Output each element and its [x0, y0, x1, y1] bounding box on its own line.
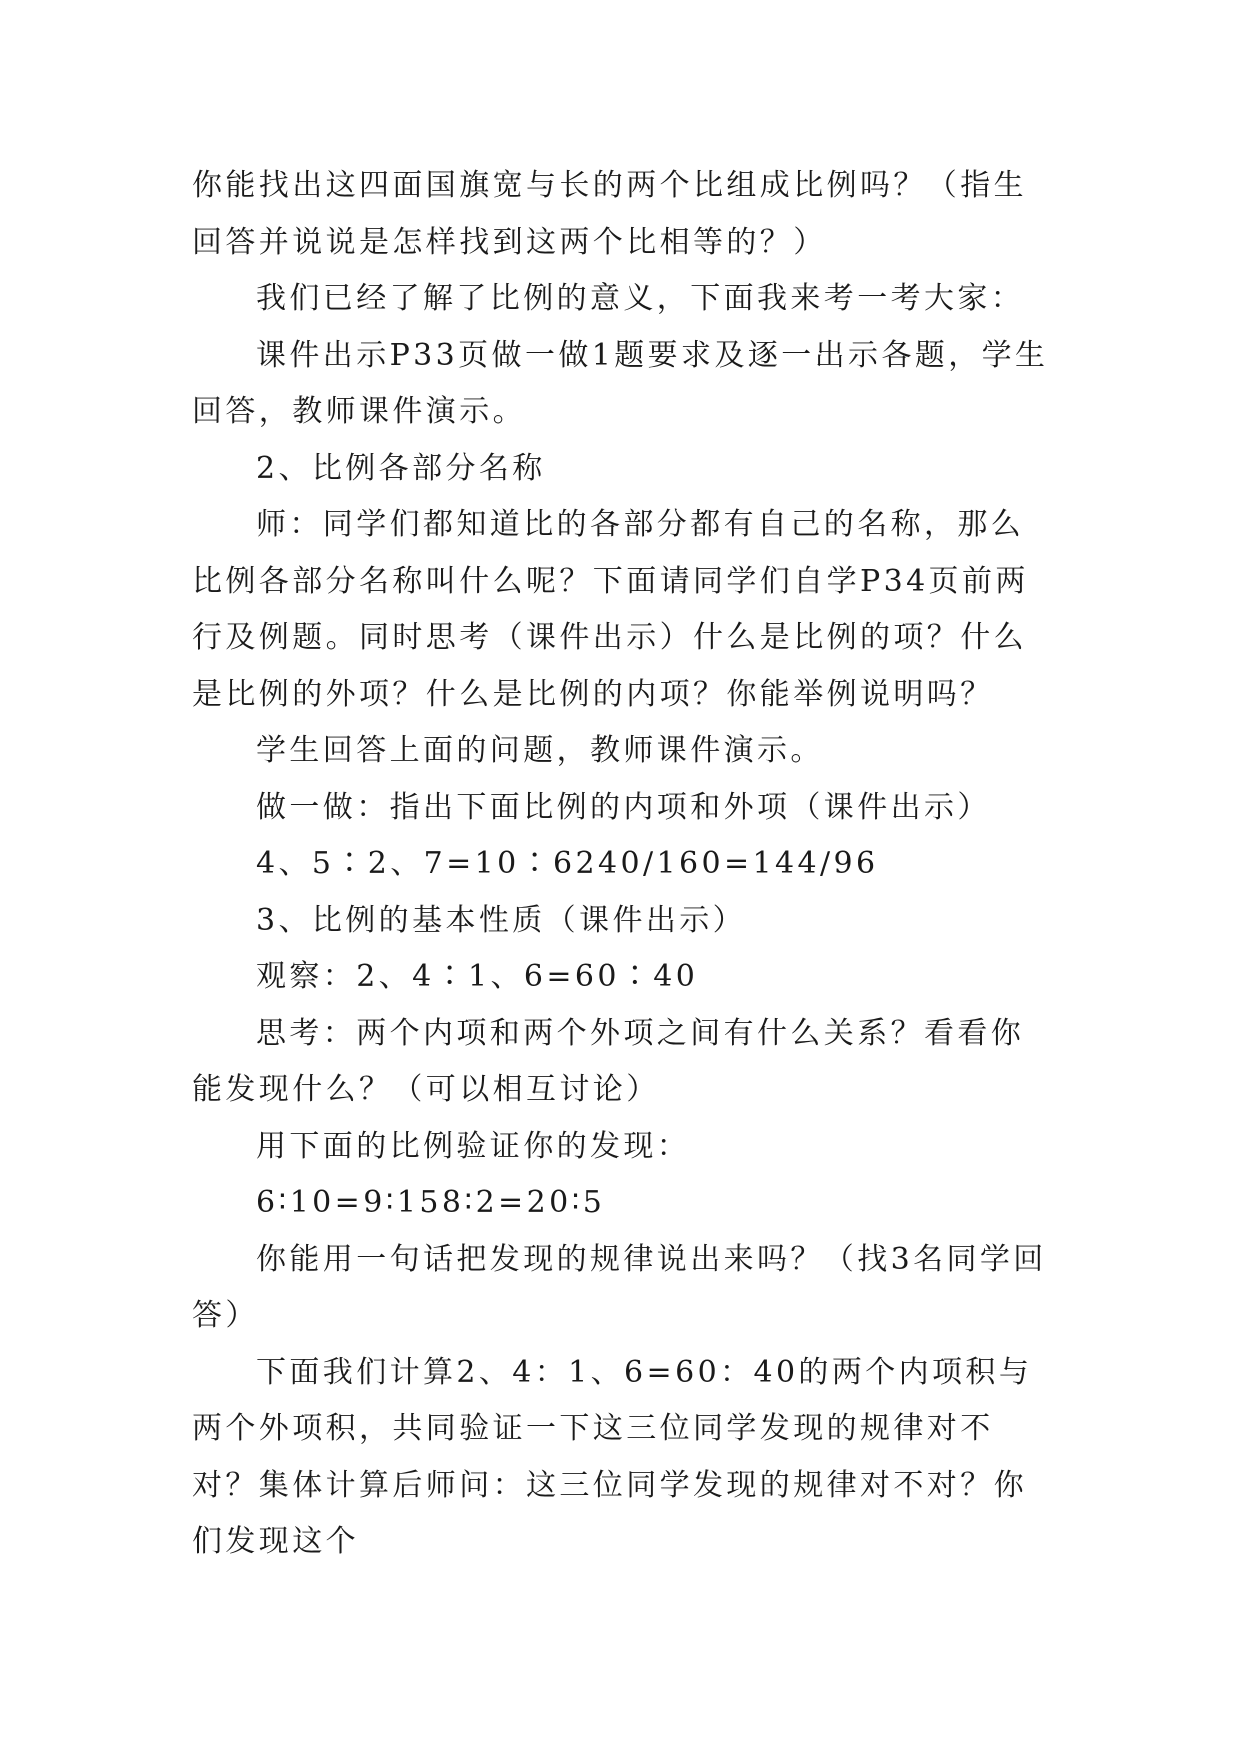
document-body: [192, 158, 1052, 1571]
paragraph-test-intro: 我们已经了解了比例的意义，下面我来考一考大家：: [256, 281, 1025, 316]
paragraph-flag-ratio-question: 你能找出这四面国旗宽与长的两个比组成比例吗？（指生回答并说说是怎样找到这两个比相等的？）: [192, 168, 1027, 260]
paragraph-student-answer: 学生回答上面的问题，教师课件演示。: [256, 733, 824, 768]
section-heading-ratio-parts: 2、比例各部分名称: [256, 450, 546, 486]
section-heading-basic-property: 3、比例的基本性质（课件出示）: [256, 902, 747, 938]
paragraph-calculate-products: 下面我们计算2、4：1、6=60：40的两个内项积与两个外项积，共同验证一下这三位同学发现的规律对不对？集体计算后师问：这三位同学发现的规律对不对？你们发现这个: [192, 1354, 1033, 1559]
paragraph-courseware-p33: 课件出示P33页做一做1题要求及逐一出示各题，学生回答，教师课件演示。: [192, 337, 1049, 429]
paragraph-exercise-equations: 4、5∶2、7=10∶6240/160=144/96: [256, 846, 879, 881]
paragraph-state-rule: 你能用一句话把发现的规律说出来吗？（找3名同学回答）: [192, 1241, 1047, 1333]
paragraph-exercise-inner-outer: 做一做：指出下面比例的内项和外项（课件出示）: [256, 789, 991, 825]
paragraph-teacher-self-study: 师：同学们都知道比的各部分都有自己的名称，那么比例各部分名称叫什么呢？下面请同学们自学P34页前两行及例题。同时思考（课件出示）什么是比例的项？什么是比例的外项？什么是比例的内项？你能举例说明吗？: [192, 507, 1029, 712]
paragraph-verify-equations: 6∶10=9∶158∶2=20∶5: [256, 1185, 606, 1220]
paragraph-verify-intro: 用下面的比例验证你的发现：: [256, 1128, 691, 1164]
paragraph-observe: 观察：2、4∶1、6=60∶40: [256, 959, 699, 994]
paragraph-think: 思考：两个内项和两个外项之间有什么关系？看看你能发现什么？（可以相互讨论）: [192, 1015, 1025, 1107]
